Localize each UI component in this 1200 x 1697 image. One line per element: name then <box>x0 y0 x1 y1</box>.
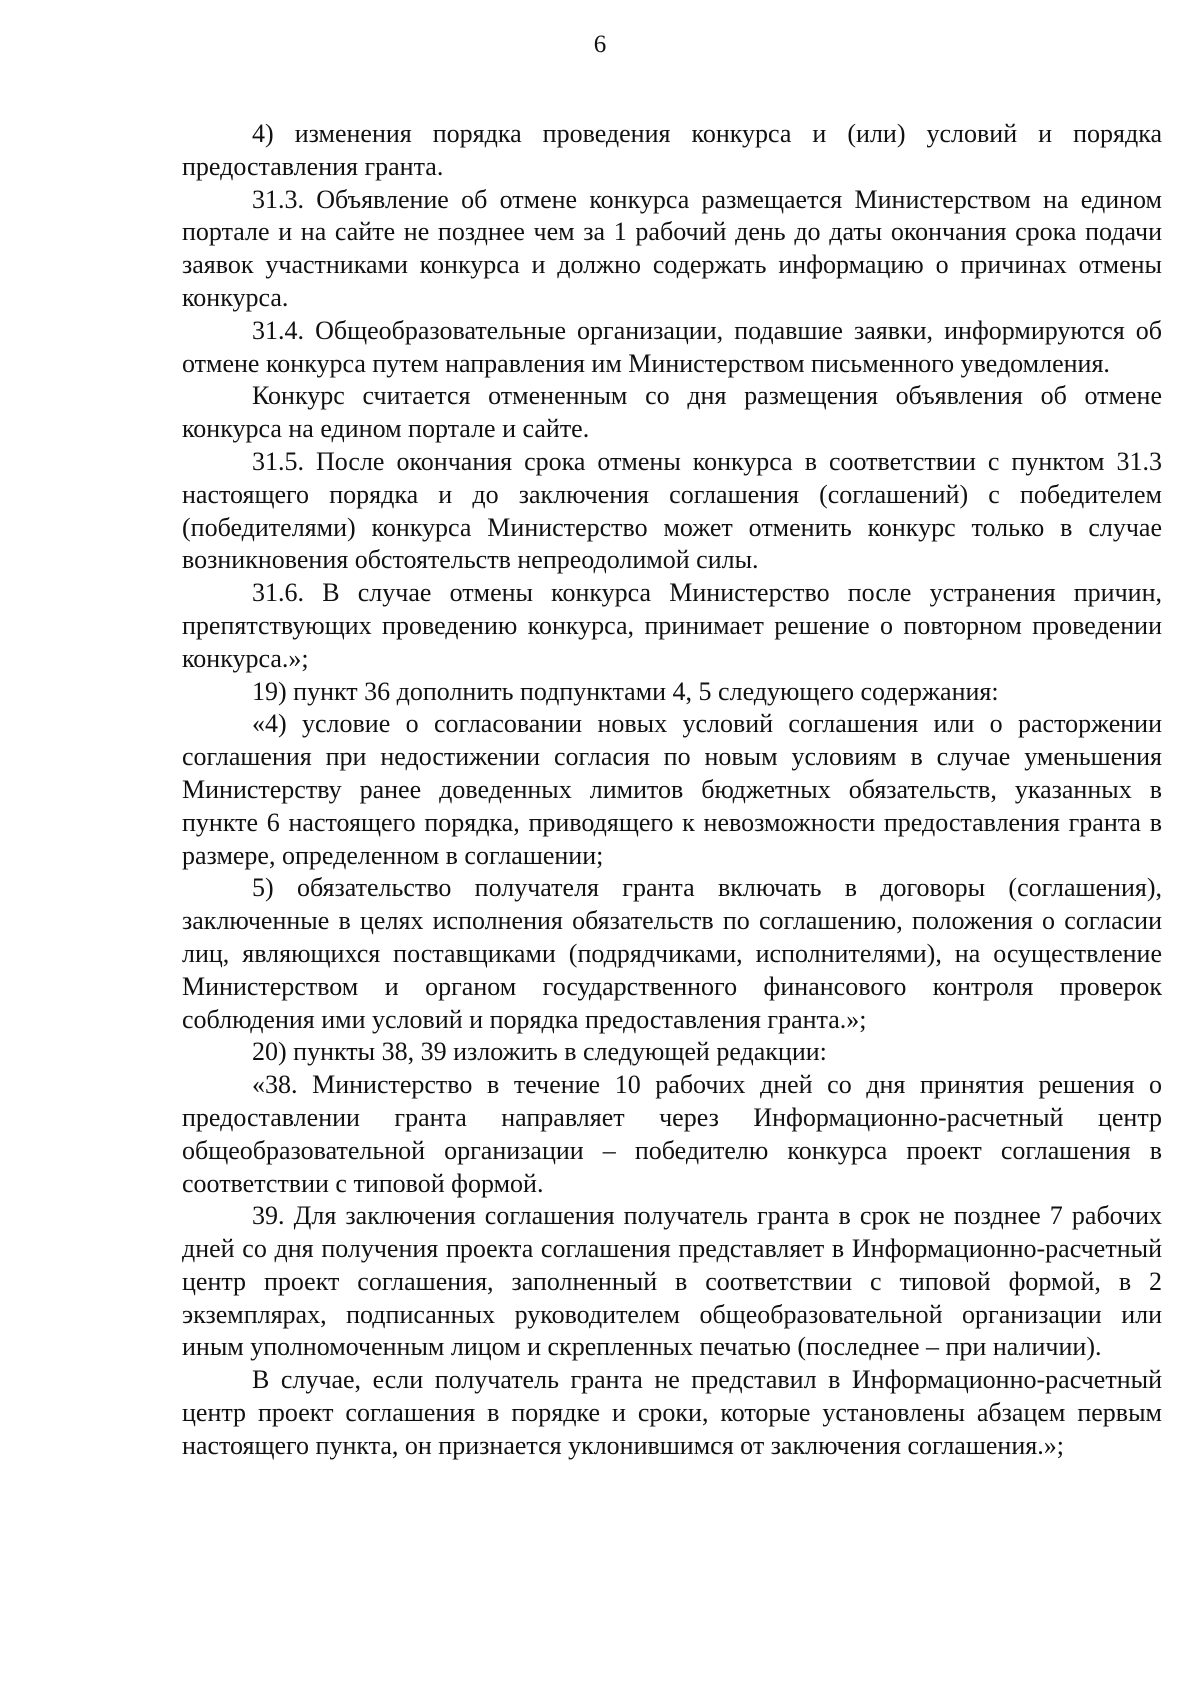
paragraph-31-4: 31.4. Общеобразовательные организации, подавшие заявки, информируются об отмене конкурса путем направления им Министерством письменного уведомления. <box>182 315 1162 378</box>
paragraph-subitem-4: «4) условие о согласовании новых условий соглашения или о расторжении соглашения при недостижении согласия по новым условиям в случае уменьшения Министерству ранее доведенных лимитов бюджетных обязательств, указанных в пункте 6 настоящего порядка, приводящего к невозможности предоставления гранта в размере, определенном в соглашении; <box>182 709 1162 870</box>
paragraph-31-3: 31.3. Объявление об отмене конкурса размещается Министерством на едином портале и на сайте не позднее чем за 1 рабочий день до даты окончания срока подачи заявок участниками конкурса и должно содержать информацию о причинах отмены конкурса. <box>182 184 1162 312</box>
document-body <box>182 118 1162 1463</box>
paragraph-item-4-change: 4) изменения порядка проведения конкурса и (или) условий и порядка предоставления гранта. <box>182 119 1162 181</box>
page-number: 6 <box>593 31 607 58</box>
paragraph-subitem-5: 5) обязательство получателя гранта включать в договоры (соглашения), заключенные в целях исполнения обязательств по соглашению, положения о согласии лиц, являющихся поставщиками (подрядчиками, исполнителями), на осуществление Министерством и органом государственного финансового контроля проверок соблюдения ими условий и порядка предоставления гранта.»; <box>182 873 1162 1034</box>
paragraph-31-5: 31.5. После окончания срока отмены конкурса в соответствии с пунктом 31.3 настоящего порядка и до заключения соглашения (соглашений) с победителем (победителями) конкурса Министерство может отменить конкурс только в случае возникновения обстоятельств непреодолимой силы. <box>182 446 1162 575</box>
paragraph-31-6: 31.6. В случае отмены конкурса Министерство после устранения причин, препятствующих проведению конкурса, принимает решение о повторном проведении конкурса.»; <box>182 578 1162 673</box>
paragraph-cancelled-contest: Конкурс считается отмененным со дня размещения объявления об отмене конкурса на едином портале и сайте. <box>182 381 1162 444</box>
paragraph-item-19: 19) пункт 36 дополнить подпунктами 4, 5 следующего содержания: <box>252 676 999 706</box>
paragraph-item-20: 20) пункты 38, 39 изложить в следующей редакции: <box>252 1037 827 1067</box>
paragraph-39: 39. Для заключения соглашения получатель гранта в срок не позднее 7 рабочих дней со дня получения проекта соглашения представляет в Информационно-расчетный центр проект соглашения, заполненный в соответствии с типовой формой, в 2 экземплярах, подписанных руководителем общеобразовательной организации или иным уполномоченным лицом и скрепленных печатью (последнее – при наличии). <box>182 1201 1162 1362</box>
paragraph-evasion: В случае, если получатель гранта не представил в Информационно-расчетный центр проект соглашения в порядке и сроки, которые установлены абзацем первым настоящего пункта, он признается уклонившимся от заключения соглашения.»; <box>182 1365 1162 1460</box>
paragraph-38: «38. Министерство в течение 10 рабочих дней со дня принятия решения о предоставлении гранта направляет через Информационно-расчетный центр общеобразовательной организации – победителю конкурса проект соглашения в соответствии с типовой формой. <box>182 1070 1162 1198</box>
